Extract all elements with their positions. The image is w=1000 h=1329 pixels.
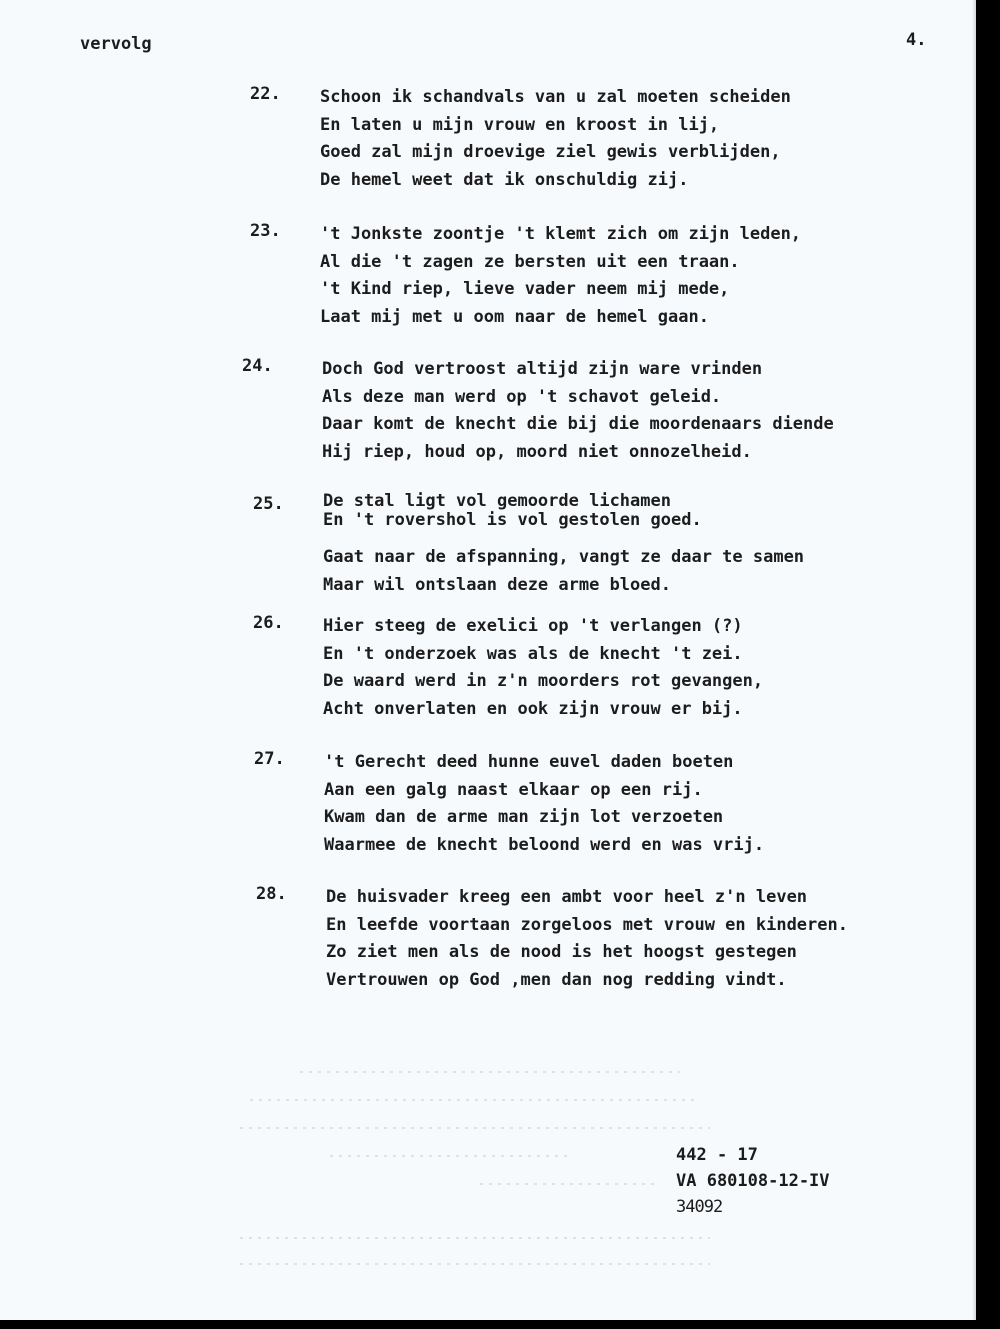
stanza-number: 25.: [253, 494, 284, 514]
stanza-lines: [326, 884, 848, 994]
archive-reference: [676, 1142, 830, 1220]
verse-line: En leefde voortaan zorgeloos met vrouw en kinderen.: [326, 914, 848, 935]
verse-line: De hemel weet dat ik onschuldig zij.: [320, 169, 689, 190]
stanza-lines: [320, 221, 801, 331]
verse-line: Als deze man werd op 't schavot geleid.: [322, 386, 722, 407]
show-through-texture: [240, 1060, 720, 1280]
verse-line: Zo ziet men als de nood is het hoogst gestegen: [326, 942, 797, 962]
verse-line: Hier steeg de exelici op 't verlangen (?): [323, 616, 743, 636]
verse-line: Gaat naar de afspanning, vangt ze daar te samen: [323, 547, 805, 567]
stanza-number: 27.: [254, 749, 285, 769]
stanza-lines: [324, 749, 764, 859]
reference-code: VA 680108-12-IV: [676, 1171, 830, 1191]
verse-line: Schoon ik schandvals van u zal moeten scheiden: [320, 87, 791, 107]
verse-line: De waard werd in z'n moorders rot gevangen,: [323, 671, 764, 691]
verse-line: Daar komt de knecht die bij die moordenaars diende: [322, 414, 834, 434]
stanza-number: 22.: [250, 84, 281, 104]
stanza-lines: [320, 84, 791, 194]
verse-line: De stal ligt vol gemoorde lichamen: [323, 491, 671, 511]
verse-line: En 't rovershol is vol gestolen goed.: [323, 510, 702, 530]
verse-line: 't Gerecht deed hunne euvel daden boeten: [324, 752, 734, 772]
verse-line: 't Kind riep, lieve vader neem mij mede,: [320, 279, 730, 299]
verse-line: Al die 't zagen ze bersten uit een traan.: [320, 251, 740, 272]
stanza-number: 26.: [253, 613, 284, 633]
verse-line: 't Jonkste zoontje 't klemt zich om zijn leden,: [320, 224, 802, 244]
stanza-lines: [323, 491, 805, 599]
verse-line: En 't onderzoek was als de knecht 't zei.: [323, 643, 743, 664]
verse-line: Kwam dan de arme man zijn lot verzoeten: [324, 807, 724, 827]
page-edge: [972, 0, 976, 1320]
verse-line: En laten u mijn vrouw en kroost in lij,: [320, 114, 720, 135]
verse-line: Maar wil ontslaan deze arme bloed.: [323, 574, 671, 595]
header-continued-label: vervolg: [80, 34, 152, 54]
stanza-lines: [323, 613, 763, 723]
reference-code: 442 - 17: [676, 1145, 758, 1165]
stanza-lines: [322, 356, 834, 466]
verse-line: Goed zal mijn droevige ziel gewis verblijden,: [320, 142, 781, 162]
stanza-number: 23.: [250, 221, 281, 241]
verse-line: De huisvader kreeg een ambt voor heel z'n leven: [326, 887, 808, 907]
handwritten-number: 34092: [676, 1197, 723, 1217]
show-through-marks: [240, 1060, 720, 1280]
verse-line: Waarmee de knecht beloond werd en was vrij.: [324, 834, 765, 855]
verse-line: Aan een galg naast elkaar op een rij.: [324, 779, 703, 800]
verse-line: Laat mij met u oom naar de hemel gaan.: [320, 306, 709, 327]
verse-line: Vertrouwen op God ,men dan nog redding vindt.: [326, 969, 787, 990]
stanza-number: 28.: [256, 884, 287, 904]
verse-line: Acht onverlaten en ook zijn vrouw er bij.: [323, 698, 743, 719]
verse-line: Doch God vertroost altijd zijn ware vrinden: [322, 359, 763, 379]
stanza-number: 24.: [242, 356, 273, 376]
page-number: 4.: [906, 30, 927, 50]
verse-line: Hij riep, houd op, moord niet onnozelheid.: [322, 441, 752, 462]
